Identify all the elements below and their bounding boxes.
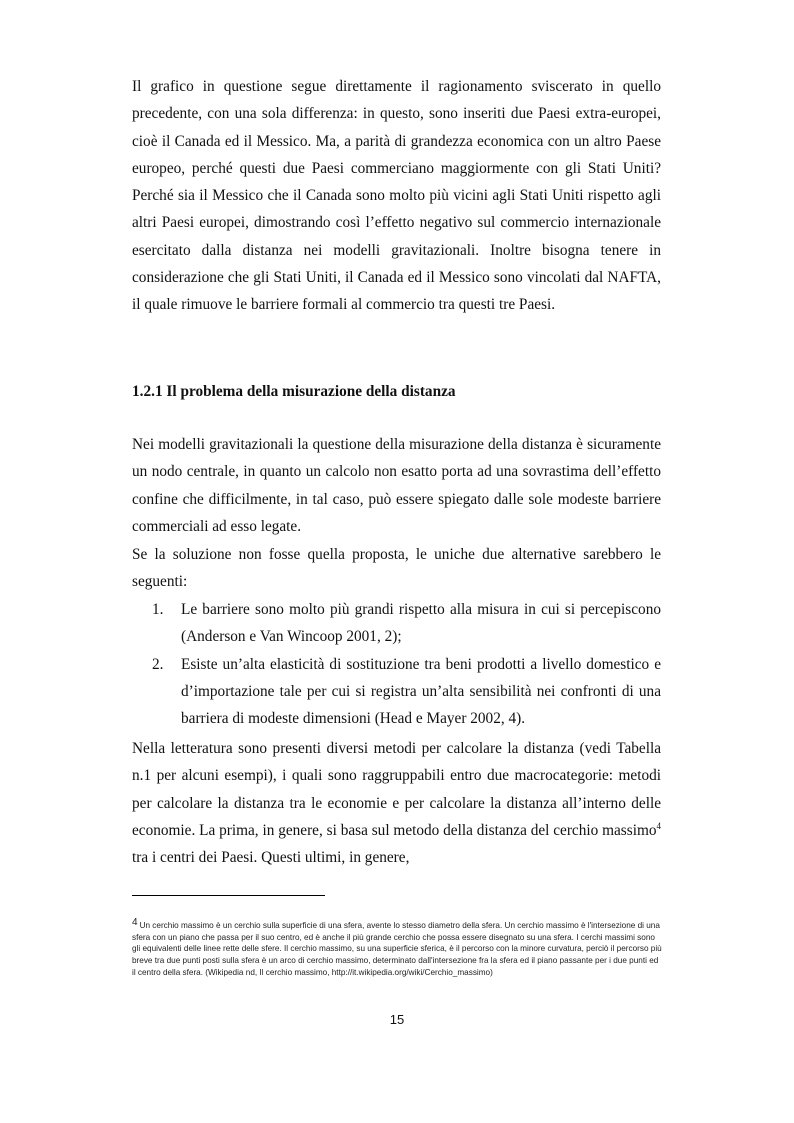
list-item-number: 2. xyxy=(152,655,164,673)
footnote xyxy=(132,917,662,979)
list-item-text: Esiste un’alta elasticità di sostituzione tra beni prodotti a livello domestico e d’importazione tale per cui si registra un’alta sensibilità nei confronti di una barriera di modeste dimensioni (Head e Mayer 2002, 4). xyxy=(181,655,661,728)
footnote-text: Un cerchio massimo è un cerchio sulla superficie di una sfera, avente lo stesso diametro della sfera. Un cerchio massimo è l'intersezione di una sfera con un piano che passa per il suo centro, ed è anche il più grande cerchio che possa essere disegnato su una sfera. I cerchi massimi sono gli equivalenti delle linee rette delle sfere. Il cerchio massimo, su una superficie sferica, è il percorso con la minore curvatura, perciò il percorso più breve tra due punti posti sulla sfera è un arco di cerchio massimo, determinato dall'intersezione fra la sfera ed il piano passante per i due punti ed il centro della sfera. (Wikipedia nd, Il cerchio massimo, http://it.wikipedia.org/wiki/Cerchio_massimo) xyxy=(132,921,662,977)
list-item xyxy=(132,596,661,651)
paragraph-distance-measurement: Nei modelli gravitazionali la questione della misurazione della distanza è sicuramente un nodo centrale, in quanto un calcolo non esatto porta ad una sovrastima dell’effetto confine che difficilmente, in tal caso, può essere spiegato dalle sole modeste barriere commerciali ad esso legate. xyxy=(132,436,661,535)
page-number: 15 xyxy=(389,1012,405,1027)
list-item xyxy=(132,651,661,733)
paragraph-alternatives-intro: Se la soluzione non fosse quella proposta, le uniche due alternative sarebbero le seguenti: xyxy=(132,546,661,591)
footnote-reference: 4 xyxy=(656,820,661,831)
list-item-text: Le barriere sono molto più grandi rispetto alla misura in cui si percepiscono (Anderson e Van Wincoop 2001, 2); xyxy=(181,601,661,646)
paragraph-intro: Il grafico in questione segue direttamente il ragionamento sviscerato in quello precedente, con una sola differenza: in questo, sono inseriti due Paesi extra-europei, cioè il Canada ed il Messico. Ma, a parità di grandezza economica con un altro Paese europeo, perché questi due Paesi commerciano maggiormente con gli Stati Uniti? Perché sia il Messico che il Canada sono molto più vicini agli Stati Uniti rispetto agli altri Paesi europei, dimostrando così l’effetto negativo sul commercio internazionale esercitato dalla distanza nei modelli gravitazionali. Inoltre bisogna tenere in considerazione che gli Stati Uniti, il Canada ed il Messico sono vincolati dal NAFTA, il quale rimuove le barriere formali al commercio tra questi tre Paesi. xyxy=(132,78,661,314)
section-heading: 1.2.1 Il problema della misurazione della distanza xyxy=(132,383,456,400)
list-item-number: 1. xyxy=(152,601,164,618)
footnote-separator xyxy=(132,895,325,896)
footnote-mark: 4 xyxy=(132,917,138,928)
alternatives-list xyxy=(132,596,661,732)
paragraph-text: tra i centri dei Paesi. Questi ultimi, in genere, xyxy=(132,849,410,867)
paragraph-text: Nella letteratura sono presenti diversi metodi per calcolare la distanza (vedi Tabella n.1 per alcuni esempi), i quali sono raggruppabili entro due macrocategorie: metodi per calcolare la distanza tra le economie e per calcolare la distanza all’interno delle economie. La prima, in genere, si basa sul metodo della distanza del cerchio massimo xyxy=(132,740,661,839)
paragraph-literature-methods xyxy=(132,735,661,871)
